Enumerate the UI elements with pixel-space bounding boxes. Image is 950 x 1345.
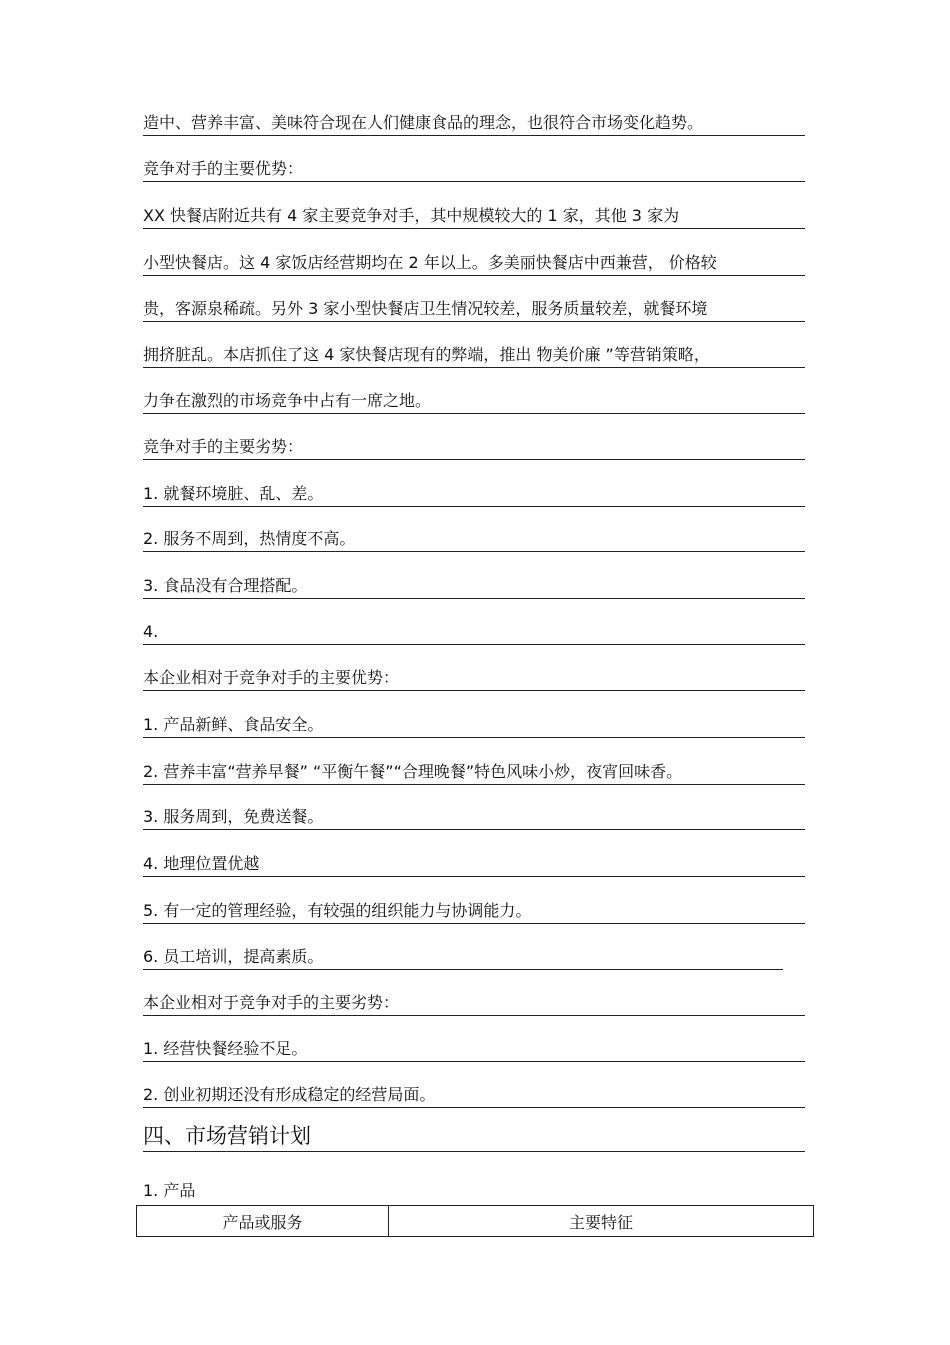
text-line: 本企业相对于竞争对手的主要优势：: [143, 666, 805, 691]
text-line: 5. 有一定的管理经验，有较强的组织能力与协调能力。: [143, 899, 805, 924]
table-header-cell: 主要特征: [389, 1206, 814, 1237]
text-line: 1. 就餐环境脏、乱、差。: [143, 482, 805, 507]
text-line: 6. 员工培训，提高素质。: [143, 945, 783, 970]
text-line: 小型快餐店。这 4 家饭店经营期均在 2 年以上。多美丽快餐店中西兼营， 价格较: [143, 251, 805, 276]
text-line: 造中、营养丰富、美味符合现在人们健康食品的理念，也很符合市场变化趋势。: [143, 111, 805, 136]
text-line: 力争在激烈的市场竞争中占有一席之地。: [143, 389, 805, 414]
text-line: 1. 经营快餐经验不足。: [143, 1037, 805, 1062]
table-row: [137, 1206, 814, 1237]
text-line: 贵，客源泉稀疏。另外 3 家小型快餐店卫生情况较差，服务质量较差，就餐环境: [143, 297, 805, 322]
text-line: 2. 营养丰富“营养早餐” “平衡午餐”“合理晚餐”特色风味小炒，夜宵回味香。: [143, 760, 805, 785]
text-line: 竞争对手的主要优势：: [143, 157, 805, 182]
text-line: 4. 地理位置优越: [143, 852, 805, 877]
text-line: 3. 服务周到，免费送餐。: [143, 805, 805, 830]
text-line: 本企业相对于竞争对手的主要劣势：: [143, 991, 805, 1016]
text-line: 3. 食品没有合理搭配。: [143, 574, 805, 599]
text-line: 2. 服务不周到，热情度不高。: [143, 527, 805, 552]
text-line: 4.: [143, 620, 805, 645]
product-table: [136, 1205, 814, 1237]
text-line: 拥挤脏乱。本店抓住了这 4 家快餐店现有的弊端，推出 物美价廉 ”等营销策略，: [143, 343, 805, 368]
subheading: 1. 产品: [143, 1181, 196, 1200]
text-line: 2. 创业初期还没有形成稳定的经营局面。: [143, 1083, 805, 1108]
section-heading: 四、市场营销计划: [143, 1121, 805, 1152]
text-line: 1. 产品新鲜、食品安全。: [143, 713, 805, 738]
text-line: XX 快餐店附近共有 4 家主要竞争对手，其中规模较大的 1 家，其他 3 家为: [143, 204, 805, 229]
text-line: 竞争对手的主要劣势：: [143, 435, 805, 460]
table-header-cell: 产品或服务: [137, 1206, 389, 1237]
